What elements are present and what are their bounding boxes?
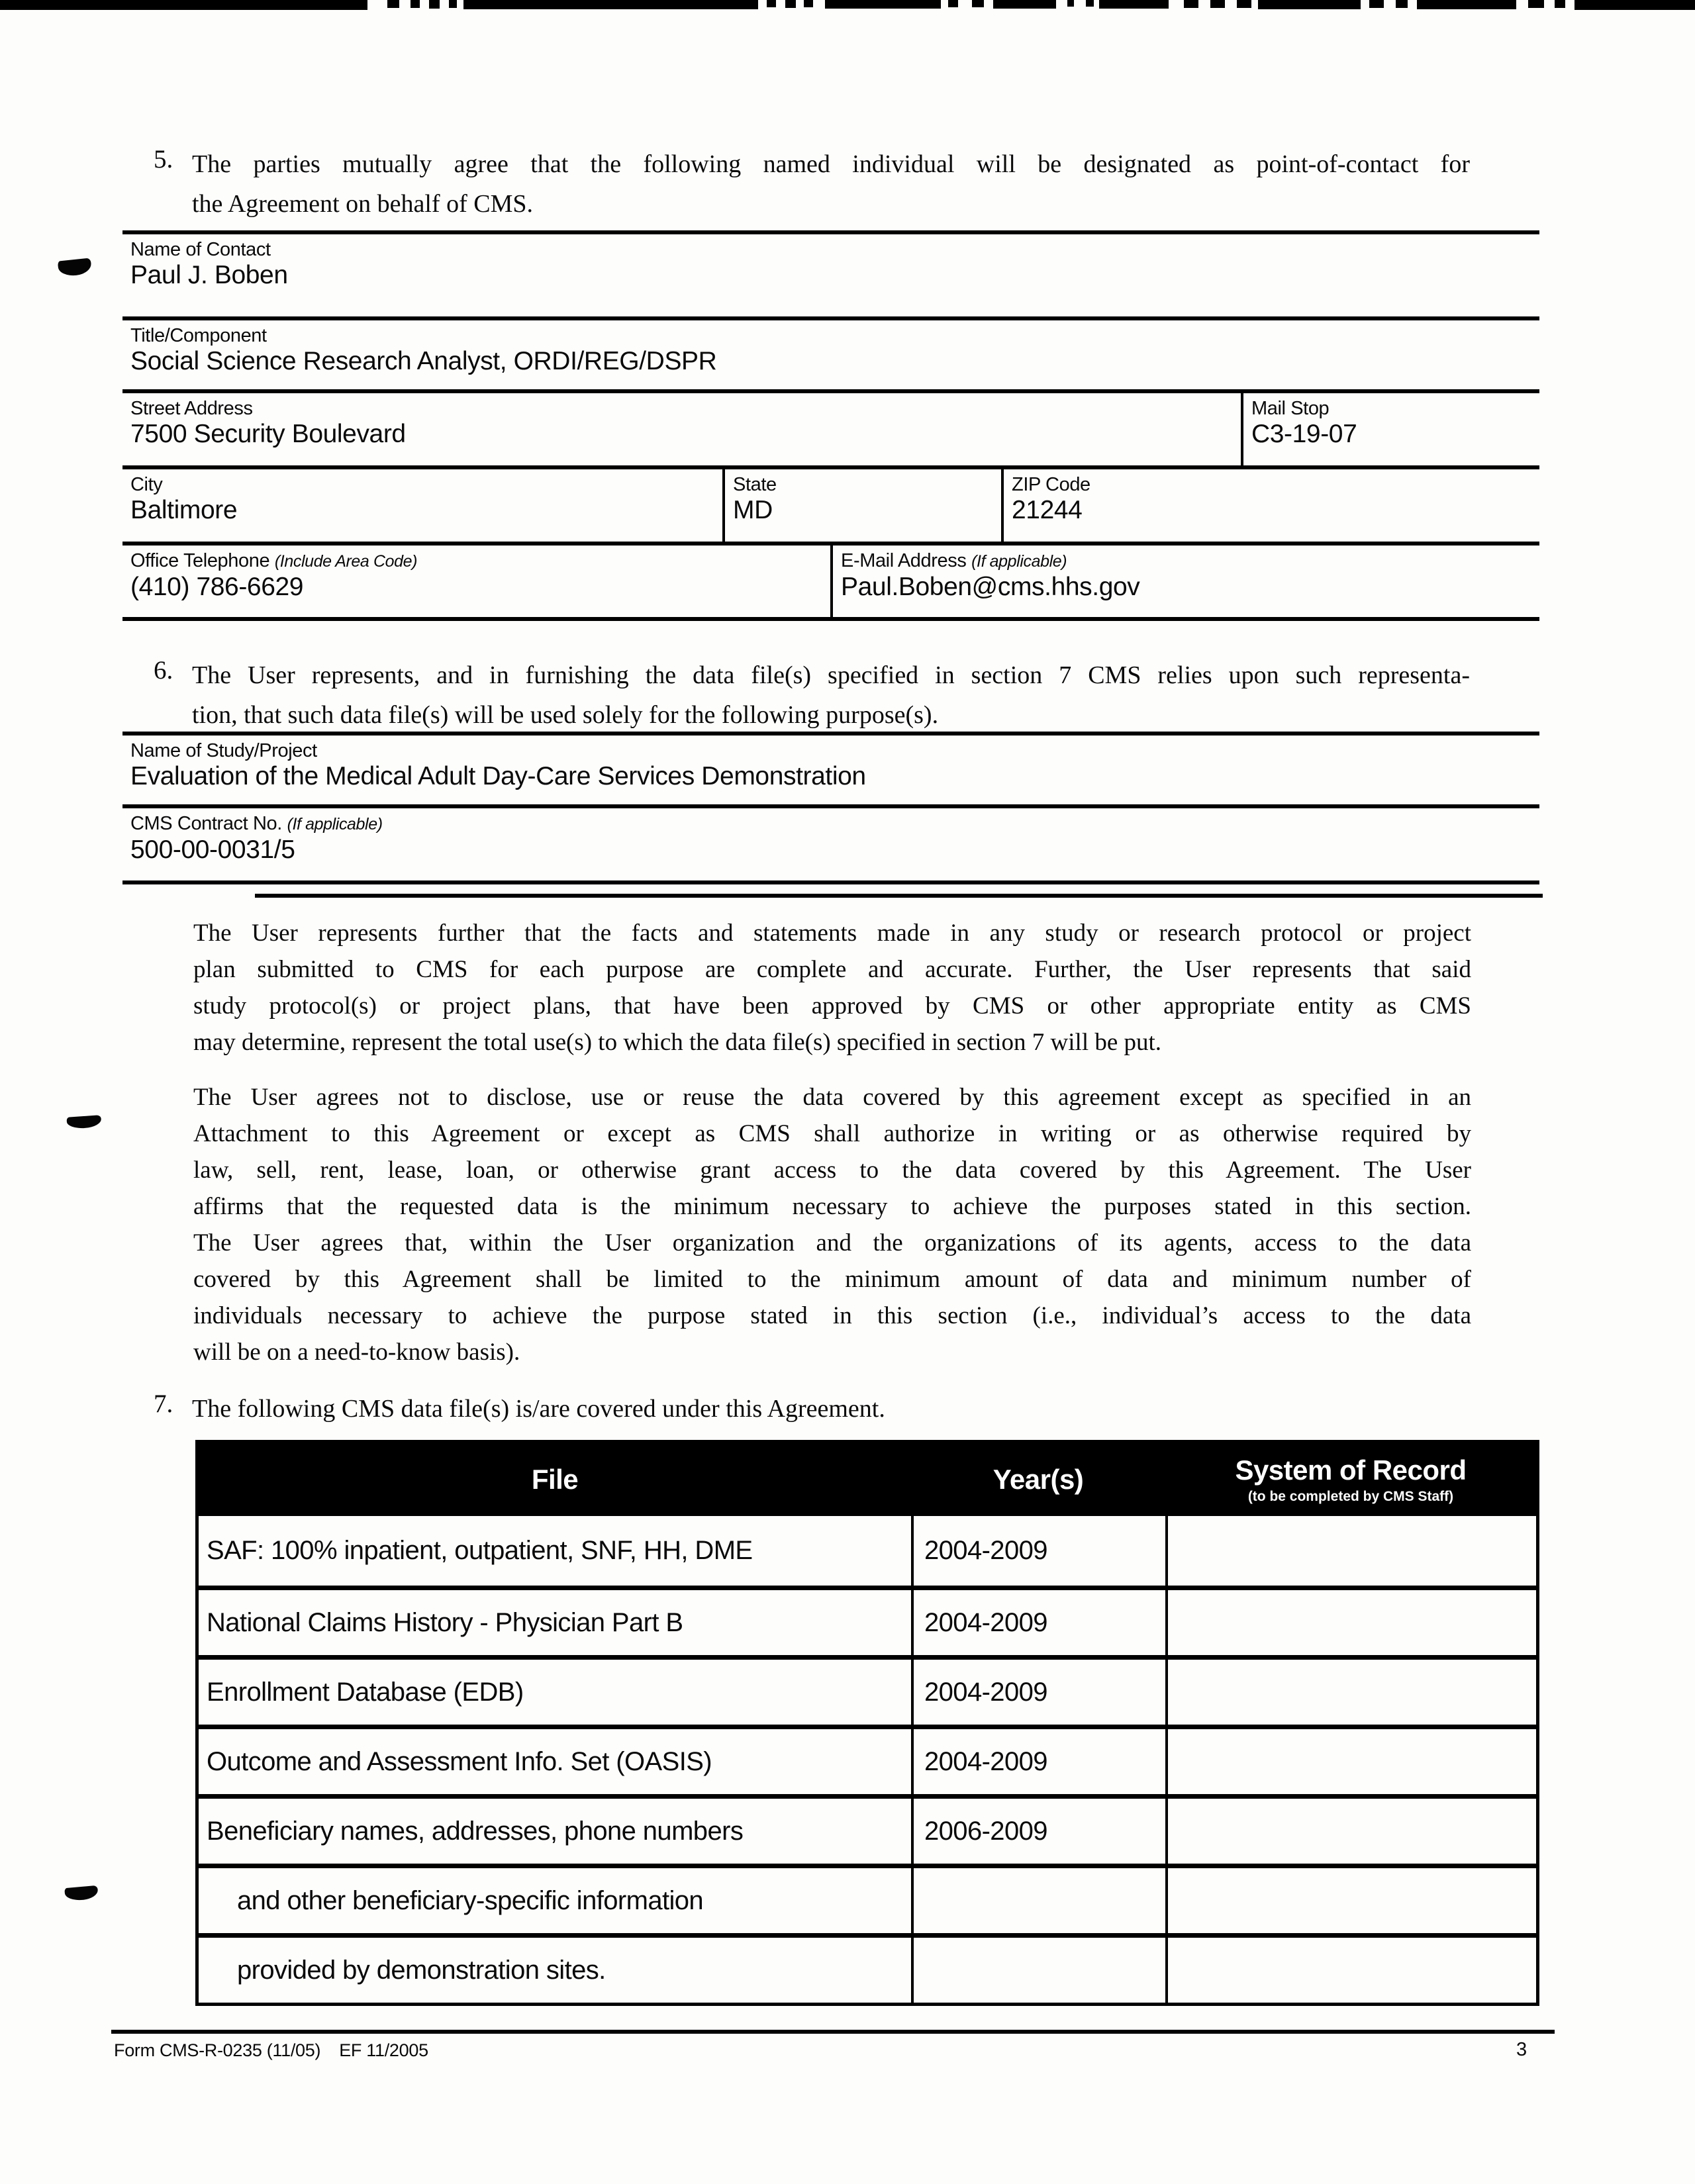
agreement-item-7 [154, 1389, 1470, 1429]
paragraph-line: Attachment to this Agreement or except as CMS shall authorize in writing or as otherwise required by [193, 1120, 1471, 1147]
years-cell: 2004-2009 [911, 1590, 1165, 1655]
file-cell: provided by demonstration sites. [237, 1955, 606, 1985]
representation-paragraph [193, 915, 1471, 1061]
field-label: Name of Study/Project [130, 740, 317, 761]
years-cell: 2006-2009 [911, 1799, 1165, 1864]
study-project-field [122, 736, 1539, 804]
field-label: CMS Contract No. (If applicable) [130, 813, 383, 834]
city-field [122, 469, 722, 542]
table-row [199, 1933, 1536, 2003]
field-value: (410) 786-6629 [130, 573, 304, 601]
paragraph-line: plan submitted to CMS for each purpose are complete and accurate. Further, the User represents that said [193, 956, 1471, 983]
paragraph-line: The User represents further that the facts and statements made in any study or research protocol or project [193, 920, 1471, 947]
column-header-file: File [531, 1464, 579, 1495]
years-cell: 2004-2009 [911, 1660, 1165, 1725]
field-label: State [733, 474, 777, 495]
item-number: 6. [154, 656, 173, 685]
field-row-city [122, 465, 1539, 542]
street-address-field [122, 393, 1241, 465]
scan-mark [58, 258, 92, 277]
field-row-name [122, 230, 1539, 316]
field-value: Evaluation of the Medical Adult Day-Care Services Demonstration [130, 762, 866, 790]
paragraph-line: law, sell, rent, lease, loan, or otherwise grant access to the data covered by this Agreement. The User [193, 1157, 1471, 1184]
table-row [199, 1725, 1536, 1794]
paragraph-line: the Agreement on behalf of CMS. [192, 190, 534, 218]
field-value: Paul.Boben@cms.hhs.gov [841, 573, 1140, 601]
field-value: 7500 Security Boulevard [130, 420, 406, 448]
system-of-record-cell [1165, 1516, 1536, 1586]
scan-mark [64, 1885, 99, 1901]
field-label: Street Address [130, 398, 253, 419]
agreement-item-5 [154, 144, 1470, 224]
system-of-record-cell [1165, 1938, 1536, 2003]
field-value: 21244 [1012, 496, 1083, 524]
paragraph-line: study protocol(s) or project plans, that have been approved by CMS or other appropriate entity as CMS [193, 992, 1471, 1020]
table-row [199, 1864, 1536, 1933]
mail-stop-field [1241, 393, 1539, 465]
zip-code-field [1001, 469, 1539, 542]
table-row [199, 1794, 1536, 1864]
paragraph-line: The following CMS data file(s) is/are covered under this Agreement. [192, 1395, 885, 1423]
system-of-record-cell [1165, 1729, 1536, 1794]
column-header-system: System of Record (to be completed by CMS Staff) [1235, 1454, 1467, 1504]
office-telephone-field [122, 546, 830, 617]
paragraph-line: may determine, represent the total use(s) to which the data file(s) specified in section 7 will be put. [193, 1029, 1162, 1056]
paragraph-line: The User agrees not to disclose, use or reuse the data covered by this agreement except as specified in an [193, 1084, 1471, 1111]
table-row [199, 1655, 1536, 1725]
email-address-field [830, 546, 1539, 617]
paragraph-line: The User represents, and in furnishing the data file(s) specified in section 7 CMS relies upon such representa- [192, 661, 1470, 689]
data-files-table [195, 1440, 1539, 2006]
paragraph-line: covered by this Agreement shall be limited to the minimum amount of data and minimum number of [193, 1266, 1471, 1293]
field-row-study [122, 732, 1539, 804]
system-of-record-cell [1165, 1590, 1536, 1655]
table-row [199, 1586, 1536, 1655]
field-label: Mail Stop [1251, 398, 1330, 419]
table-header-row [199, 1443, 1536, 1516]
field-value: MD [733, 496, 773, 524]
field-label-note: (Include Area Code) [274, 552, 418, 571]
file-cell: National Claims History - Physician Part B [207, 1607, 683, 1637]
field-row-phone-email [122, 542, 1539, 617]
years-cell: 2004-2009 [911, 1516, 1165, 1586]
years-cell [911, 1938, 1165, 2003]
file-cell: and other beneficiary-specific information [237, 1885, 704, 1915]
scan-rule-artifact [255, 894, 1543, 898]
field-row-title [122, 316, 1539, 389]
field-value: C3-19-07 [1251, 420, 1357, 448]
field-label: ZIP Code [1012, 474, 1090, 495]
file-cell: Enrollment Database (EDB) [207, 1677, 524, 1707]
title-component-field [122, 320, 1539, 389]
nondisclosure-paragraph [193, 1079, 1471, 1370]
paragraph-line: tion, that such data file(s) will be used solely for the following purpose(s). [192, 701, 939, 729]
study-project-box [122, 732, 1539, 884]
name-of-contact-field [122, 234, 1539, 316]
field-label-note: (If applicable) [287, 815, 383, 833]
page-number: 3 [1516, 2039, 1527, 2060]
system-of-record-cell [1165, 1660, 1536, 1725]
item-number: 5. [154, 145, 173, 173]
years-cell [911, 1868, 1165, 1933]
paragraph-line: will be on a need-to-know basis). [193, 1339, 520, 1366]
paragraph-line: The User agrees that, within the User organization and the organizations of its agents, access to the data [193, 1229, 1471, 1257]
table-row [199, 1516, 1536, 1586]
system-of-record-cell [1165, 1868, 1536, 1933]
column-header-years: Year(s) [993, 1464, 1084, 1495]
field-label-note: (If applicable) [971, 552, 1067, 571]
field-row-contract [122, 804, 1539, 880]
field-label: Name of Contact [130, 239, 271, 260]
file-cell: Outcome and Assessment Info. Set (OASIS) [207, 1746, 712, 1776]
scan-mark [66, 1115, 101, 1129]
column-header-system-note: (to be completed by CMS Staff) [1247, 1489, 1454, 1504]
field-label: City [130, 474, 163, 495]
field-label: Office Telephone (Include Area Code) [130, 550, 418, 571]
field-value: 500-00-0031/5 [130, 835, 295, 864]
state-field [722, 469, 1001, 542]
footer-form-id: Form CMS-R-0235 (11/05) EF 11/2005 [114, 2040, 428, 2060]
item-number: 7. [154, 1390, 173, 1418]
field-value: Baltimore [130, 496, 238, 524]
file-cell: SAF: 100% inpatient, outpatient, SNF, HH, DME [207, 1536, 753, 1565]
years-cell: 2004-2009 [911, 1729, 1165, 1794]
field-value: Paul J. Boben [130, 261, 288, 289]
cms-contract-field [122, 808, 1539, 880]
paragraph-line: affirms that the requested data is the minimum necessary to achieve the purposes stated in this section. [193, 1193, 1471, 1220]
footer-rule [111, 2030, 1555, 2034]
system-of-record-cell [1165, 1799, 1536, 1864]
field-row-street [122, 389, 1539, 465]
paragraph-line: individuals necessary to achieve the purpose stated in this section (i.e., individual’s access to the data [193, 1302, 1471, 1329]
paragraph-line: The parties mutually agree that the following named individual will be designated as point-of-contact for [192, 150, 1470, 178]
field-value: Social Science Research Analyst, ORDI/REG/DSPR [130, 347, 717, 375]
file-cell: Beneficiary names, addresses, phone numbers [207, 1816, 744, 1846]
field-label: Title/Component [130, 325, 267, 346]
field-label: E-Mail Address (If applicable) [841, 550, 1067, 571]
contact-fields-box [122, 230, 1539, 621]
agreement-item-6 [154, 655, 1470, 735]
